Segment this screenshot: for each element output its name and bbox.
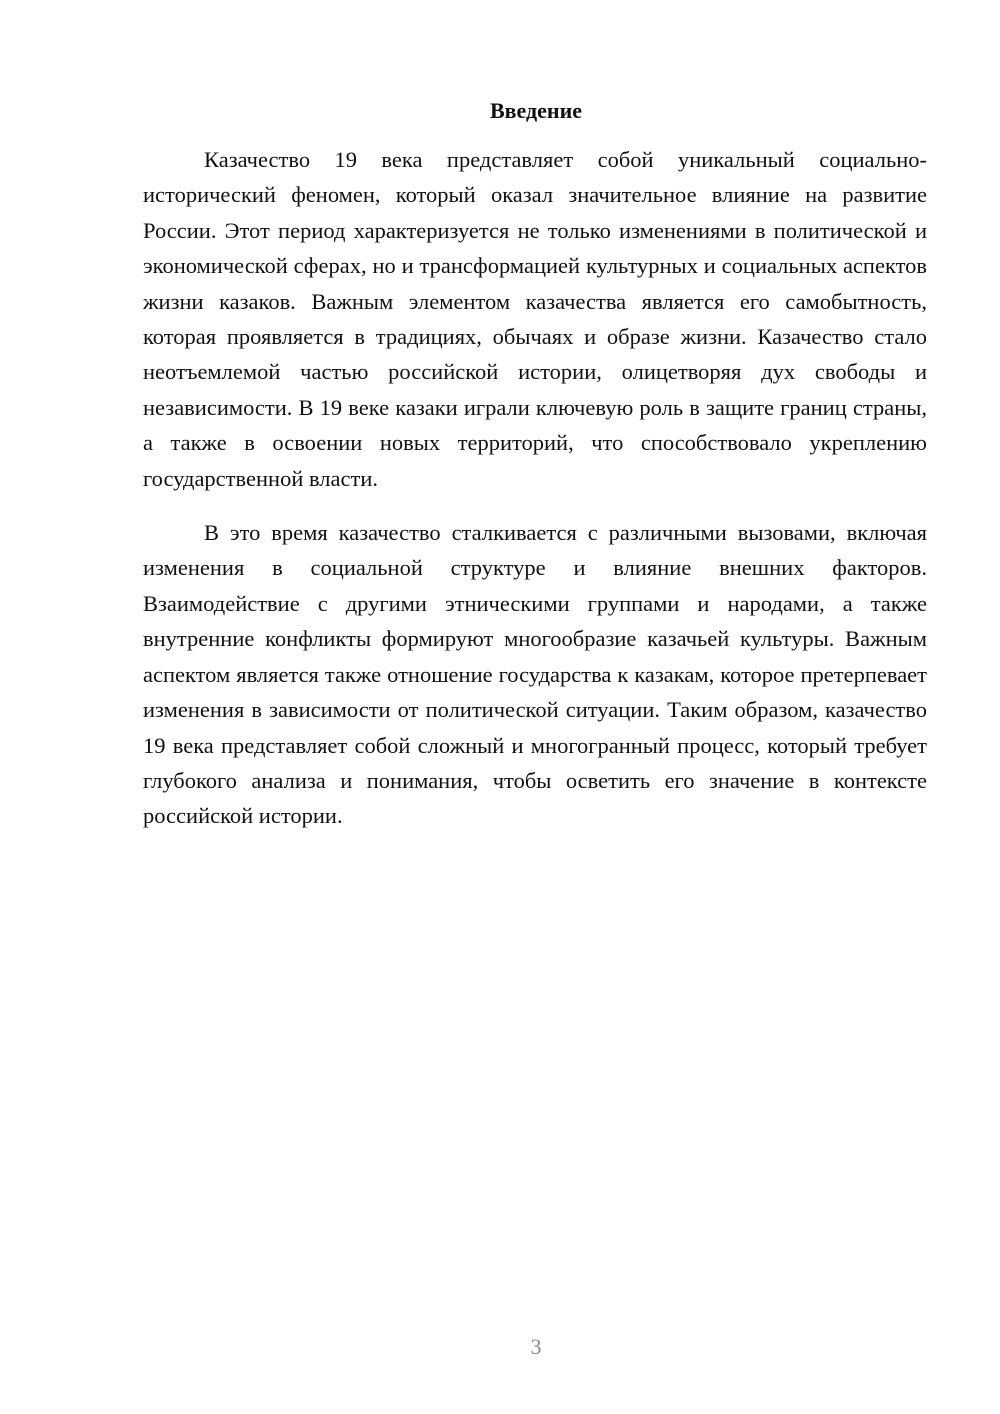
paragraph-1: Казачество 19 века представляет собой уникальный социально-исторический феномен, который оказал значительное влияние на развитие России. Этот период характеризуется не только изменениями в политической и экономической сферах, но и трансформацией культурных и социальных аспектов жизни казаков. Важным элементом казачества является его самобытность, которая проявляется в традициях, обычаях и образе жизни. Казачество стало неотъемлемой частью российской истории, олицетворяя дух свободы и независимости. В 19 веке казаки играли ключевую роль в защите границ страны, а также в освоении новых территорий, что способствовало укреплению государственной власти. bbox=[143, 147, 927, 491]
page-number: 3 bbox=[530, 1334, 542, 1359]
body-text bbox=[143, 142, 927, 834]
section-heading: Введение bbox=[489, 98, 583, 123]
paragraph-2: В это время казачество сталкивается с различными вызовами, включая изменения в социальной структуре и влияние внешних факторов. Взаимодействие с другими этническими группами и народами, а также внутренние конфликты формируют многообразие казачьей культуры. Важным аспектом является также отношение государства к казакам, которое претерпевает изменения в зависимости от политической ситуации. Таким образом, казачество 19 века представляет собой сложный и многогранный процесс, который требует глубокого анализа и понимания, чтобы осветить его значение в контексте российской истории. bbox=[143, 520, 927, 829]
